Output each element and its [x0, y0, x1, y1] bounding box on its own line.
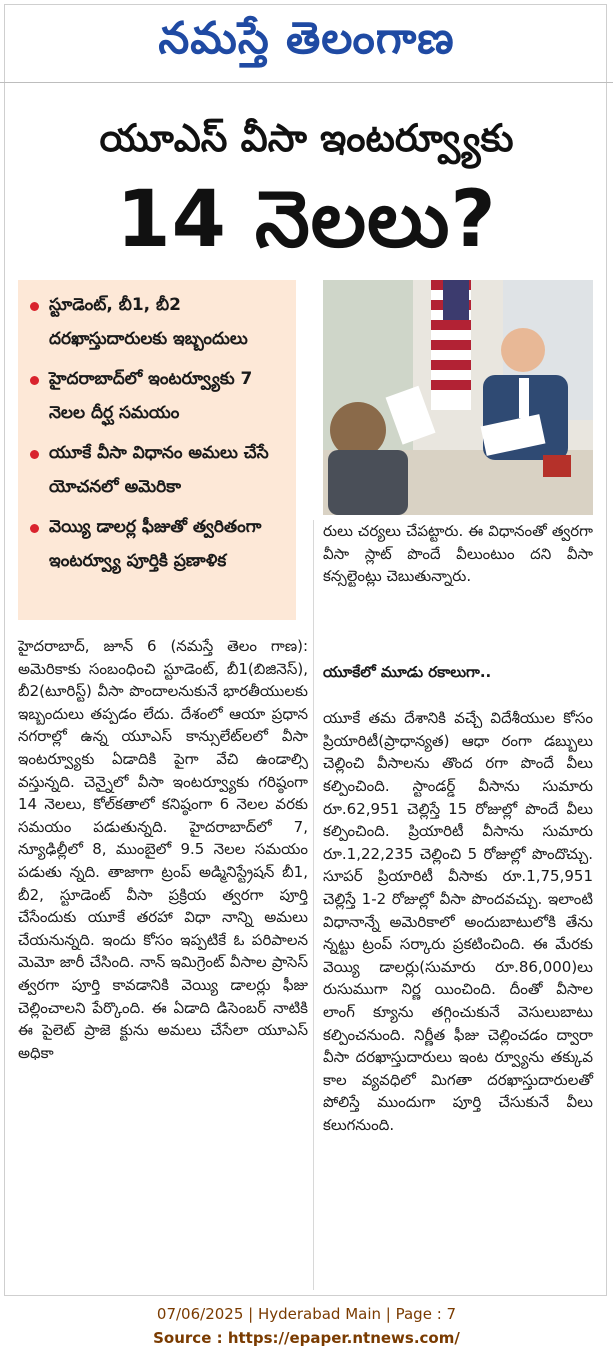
source-link[interactable]: Source : https://epaper.ntnews.com/	[153, 1329, 460, 1347]
column-divider	[313, 520, 314, 1290]
highlight-text: స్టూడెంట్, బీ1, బీ2 దరఖాస్తుదారులకు ఇబ్బందులు	[49, 295, 248, 349]
headline-line-2: 14 నెలలు?	[116, 175, 497, 265]
bullet-icon	[30, 376, 39, 385]
highlight-item	[30, 436, 288, 504]
article-continuation: రులు చర్యలు చేపట్టారు. ఈ విధానంతో త్వరగా వీసా స్లాట్ పొందే వీలుంటుం దని వీసా కన్సల్టెంట్లు చెబుతున్నారు.	[323, 522, 593, 586]
article-photo	[323, 280, 593, 515]
bullet-icon	[30, 302, 39, 311]
highlight-item	[30, 288, 288, 356]
highlight-item	[30, 510, 288, 578]
highlight-text: యూకే వీసా విధానం అమలు చేసే యోచనలో అమెరికా	[49, 443, 269, 497]
article-body-right-text: యూకే తమ దేశానికి వచ్చే విదేశీయుల కోసం ప్రియారిటీ(ప్రాధాన్యత) ఆధా రంగా డబ్బులు చెల్లించి వీసాలను తొంద రగా పొందే వీలు కల్పించింది. స్టాండర్డ్ వీసాను సుమారు రూ.62,951 చెల్లిస్తే 15 రోజుల్లో పొందే వీలు కల్పించింది. ప్రియారిటీ వీసాను సుమారు రూ.1,22,235 చెల్లించి 5 రోజుల్లో పొందొచ్చు. సూపర్ ప్రియారిటీ వీసాకు రూ.1,75,951 చెల్లిస్తే 1-2 రోజుల్లో వీసా పొందవచ్చు. ఇలాంటి విధానాన్నే అమెరికాలో అందుబాటులోకి తేను న్నట్టు ట్రంప్ సర్కారు ప్రకటించింది. ఈ మేరకు వెయ్యి డాలర్లు(సుమారు రూ.86,000)లు రుసుముగా నిర్ణ యించింది. దీంతో వీసాల లాంగ్ క్యూను తగ్గించుకునే వెసులుబాటు కల్పించనుంది. నిర్ణీత ఫీజు చెల్లించడం ద్వారా వీసా దరఖాస్తుదారులు ఇంట ర్వ్యూను తక్కువ కాల వ్యవధిలో మిగతా దరఖాస్తుదారులతో పోలిస్తే ముందుగా పూర్తి చేసుకునే వీలు కలుగనుంది.	[323, 709, 593, 1134]
article-body-right	[323, 638, 593, 1159]
headline-line-1: యూఎస్ వీసా ఇంటర్వ్యూకు	[99, 116, 514, 160]
highlights-box	[18, 280, 296, 620]
newspaper-masthead: నమస్తే తెలంగాణ	[158, 13, 455, 64]
bullet-icon	[30, 524, 39, 533]
highlight-text: వెయ్యి డాలర్ల ఫీజుతో త్వరితంగా ఇంటర్వ్యూ పూర్తికి ప్రణాళిక	[49, 517, 262, 571]
bullet-icon	[30, 450, 39, 459]
highlight-text: హైదరాబాద్‌లో ఇంటర్వ్యూకు 7 నెలల దీర్ఘ సమయం	[49, 369, 253, 423]
edition-meta: 07/06/2025 | Hyderabad Main | Page : 7	[156, 1305, 457, 1323]
page-footer	[0, 1302, 613, 1350]
masthead-divider	[0, 82, 613, 83]
article-subhead: యూకేలో మూడు రకాలుగా..	[323, 662, 492, 681]
article-body-left: హైదరాబాద్, జూన్ 6 (నమస్తే తెలం గాణ): అమెరికాకు సంబంధించి స్టూడెంట్, బీ1(బిజినెస్), బీ2(టూరిస్ట్) వీసా పొందాలనుకునే భారతీయులకు ఇబ్బందులు తప్పడం లేదు. దేశంలో ఆయా ప్రధాన నగరాల్లో ఉన్న యూఎస్ కాన్సులేట్‌లలో వీసా ఇంటర్వ్యూకు ఏడాదికి పైగా వేచి ఉండాల్సి వస్తున్నది. చెన్నైలో వీసా ఇంటర్వ్యూకు గరిష్ఠంగా 14 నెలలు, కోల్‌కతాలో కనిష్ఠంగా 6 నెలల వరకు సమయం పడుతున్నది. హైదరాబాద్‌లో 7, న్యూఢిల్లీలో 8, ముంబైలో 9.5 నెలల సమయం పడుతు న్నది. తాజాగా ట్రంప్ అడ్మినిస్ట్రేషన్ బీ1, బీ2, స్టూడెంట్ వీసా ప్రక్రియ త్వరగా పూర్తి చేసేందుకు యూకే తరహా విధా నాన్ని అమలు చేయనున్నది. ఇందు కోసం ఇప్పటికే ఓ పరిపాలన మెమో జారీ చేసింది. నాన్ ఇమిగ్రెంట్ వీసాల ప్రాసెస్ త్వరగా పూర్తి కావడానికి వెయ్యి డాలర్లు ఫీజు చెల్లించాలని పేర్కొంది. ఈ ఏడాది డిసెంబర్ నాటికి ఈ పైలెట్ ప్రాజె క్టును అమలు చేసేలా యూఎస్ అధికా	[18, 637, 308, 1062]
highlight-item	[30, 362, 288, 430]
